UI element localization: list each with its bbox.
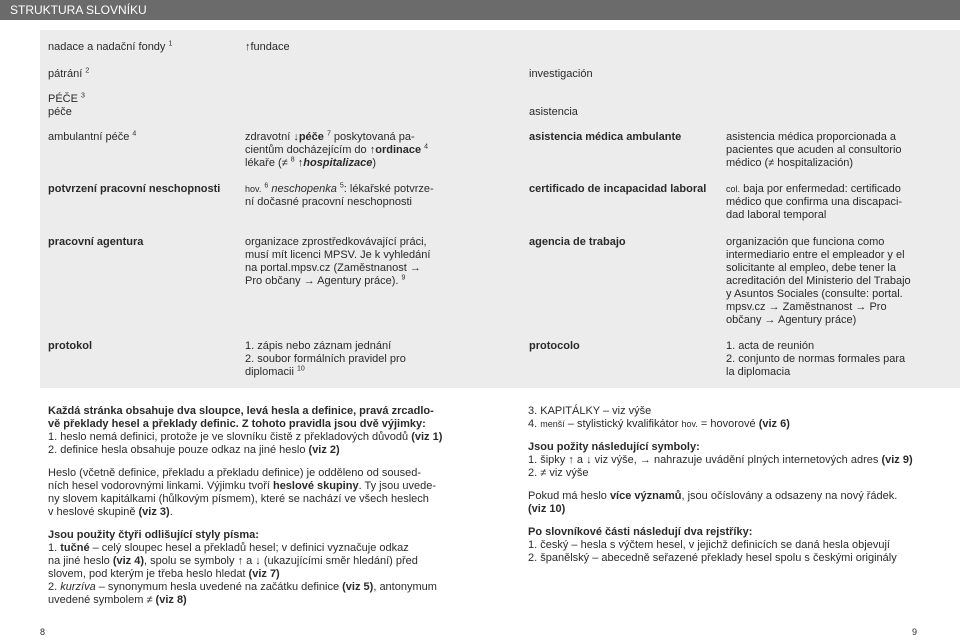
entry-translation: agencia de trabajo [529, 236, 626, 248]
up-arrow-icon: ↑ [245, 41, 251, 53]
explanatory-notes-left [48, 405, 448, 617]
dictionary-entries-panel [40, 30, 960, 388]
up-arrow-icon: ↑ [568, 454, 574, 466]
notes-multiple-meanings: Pokud má heslo více významů, jsou očíslovány a odsazeny na nový řádek. (viz 10) [528, 490, 898, 515]
entry-definition: 1. zápis nebo záznam jednání 2. soubor formálních pravidel pro diplomacii $^{10}$ [245, 340, 406, 378]
page-number-left: 8 [40, 627, 46, 637]
explanatory-notes-right [528, 405, 928, 575]
right-arrow-icon: → [639, 454, 651, 466]
entry-definition: zdravotní ↓péče $^7$ poskytovaná pa- cientům docházejícím do ↑ordinace $^4$ lékaře (≠ $^8$ ↑hospitalizace) [245, 130, 429, 169]
entry-definition: organizace zprostředkovávající práci, musí mít licenci MPSV. Je k vyhledání na portal.mpsv.cz (Zaměstnanost → Pro občany → Agentury práce). $^9$ [245, 236, 431, 287]
entry-headword: PÉČE $^3$ péče [48, 92, 85, 118]
notes-indexes: Po slovníkové části následují dva rejstříky: 1. český – hesla s výčtem hesel, v jejichž definicích se daná hesla objevují 2. španělský – abecedně seřazené překlady hesel spolu s českými originály [528, 526, 897, 564]
notes-fonts-continued: 3. KAPITÁLKY – viz výše 4. menší – stylistický kvalifikátor hov. = hovorové (viz 6) [528, 405, 790, 430]
notes-symbols: Jsou požity následující symboly: 1. šipky ↑ a ↓ viz výše, → nahrazuje uvádění plných internetových adres (viz 9) 2. ≠ viz výše [528, 441, 913, 479]
entry-translation-definition: organización que funciona como intermediario entre el empleador y el solicitante al empleo, debe tener la acreditación del Ministerio del Trabajo y Asuntos Sociales (consulte: portal. mpsv.cz → Zaměstnanost → Pro občany → Agentury práce) [726, 236, 911, 326]
up-arrow-icon: ↑ [237, 555, 244, 567]
section-title: STRUKTURA SLOVNÍKU [10, 3, 147, 17]
entry-translation-definition: 1. acta de reunión 2. conjunto de normas formales para la diplomacia [726, 340, 906, 378]
entry-translation: investigación [529, 68, 593, 80]
down-arrow-icon: ↓ [255, 555, 261, 567]
entry-translation: asistencia médica ambulante [529, 131, 682, 143]
section-header-bar [0, 0, 960, 20]
entry-translation: certificado de incapacidad laboral [529, 183, 707, 195]
entry-headword: potvrzení pracovní neschopnosti [48, 183, 221, 195]
entry-headword: ambulantní péče $^4$ [48, 130, 137, 143]
up-arrow-icon: ↑ [297, 157, 304, 169]
notes-intro: Každá stránka obsahuje dva sloupce, levá hesla a definice, pravá zrcadlo- vě překlady hesel a překlady definic. Z tohoto pravidla jsou dvě výjimky: 1. heslo nemá definici, protože je ve slovníku čistě z překladových důvodů (viz 1) 2. definice hesla obsahuje pouze odkaz na jiné heslo (viz 2) [48, 405, 443, 456]
entry-translation-definition: col. baja por enfermedad: certificado médico que confirma una discapaci- dad laboral temporal [726, 183, 903, 221]
page-number-right: 9 [912, 627, 918, 637]
up-arrow-icon: ↑ [369, 144, 376, 156]
down-arrow-icon: ↓ [586, 454, 592, 466]
entry-xref: ↑fundace [245, 41, 290, 53]
down-arrow-icon: ↓ [293, 131, 299, 143]
entry-headword: protokol [48, 340, 92, 352]
entry-headword: pracovní agentura [48, 236, 144, 248]
entry-translation: asistencia [529, 106, 578, 118]
entry-headword: pátrání $^2$ [48, 67, 90, 80]
entry-headword: nadace a nadační fondy $^1$ [48, 40, 173, 53]
entry-translation: protocolo [529, 340, 580, 352]
notes-separation: Heslo (včetně definice, překladu a překladu definice) je odděleno od soused- ních hesel vodorovnými linkami. Výjimku tvoří heslové skupiny. Ty jsou uvede- ny slovem kapitálkami (hůlkovým písmem), které se nachází ve všech heslech v heslové skupině (viz 3). [48, 467, 437, 518]
entry-translation-definition: asistencia médica proporcionada a pacientes que acuden al consultorio médico (≠ hospitalización) [726, 131, 902, 169]
notes-fonts: Jsou použity čtyři odlišující styly písma: 1. tučné – celý sloupec hesel a překladů hesel; v definici vyznačuje odkaz na jiné heslo (viz 4), spolu se symboly ↑ a ↓ (ukazujícími směr hledání) před slovem, pod kterým je třeba heslo hledat (viz 7) 2. kurzíva – synonymum hesla uvedené na začátku definice (viz 5), antonymum uvedené symbolem ≠ (viz 8) [48, 529, 437, 606]
entry-definition: hov. $^6$ neschopenka $^5$: lékařské potvrze- ní dočasné pracovní neschopnosti [245, 182, 434, 208]
